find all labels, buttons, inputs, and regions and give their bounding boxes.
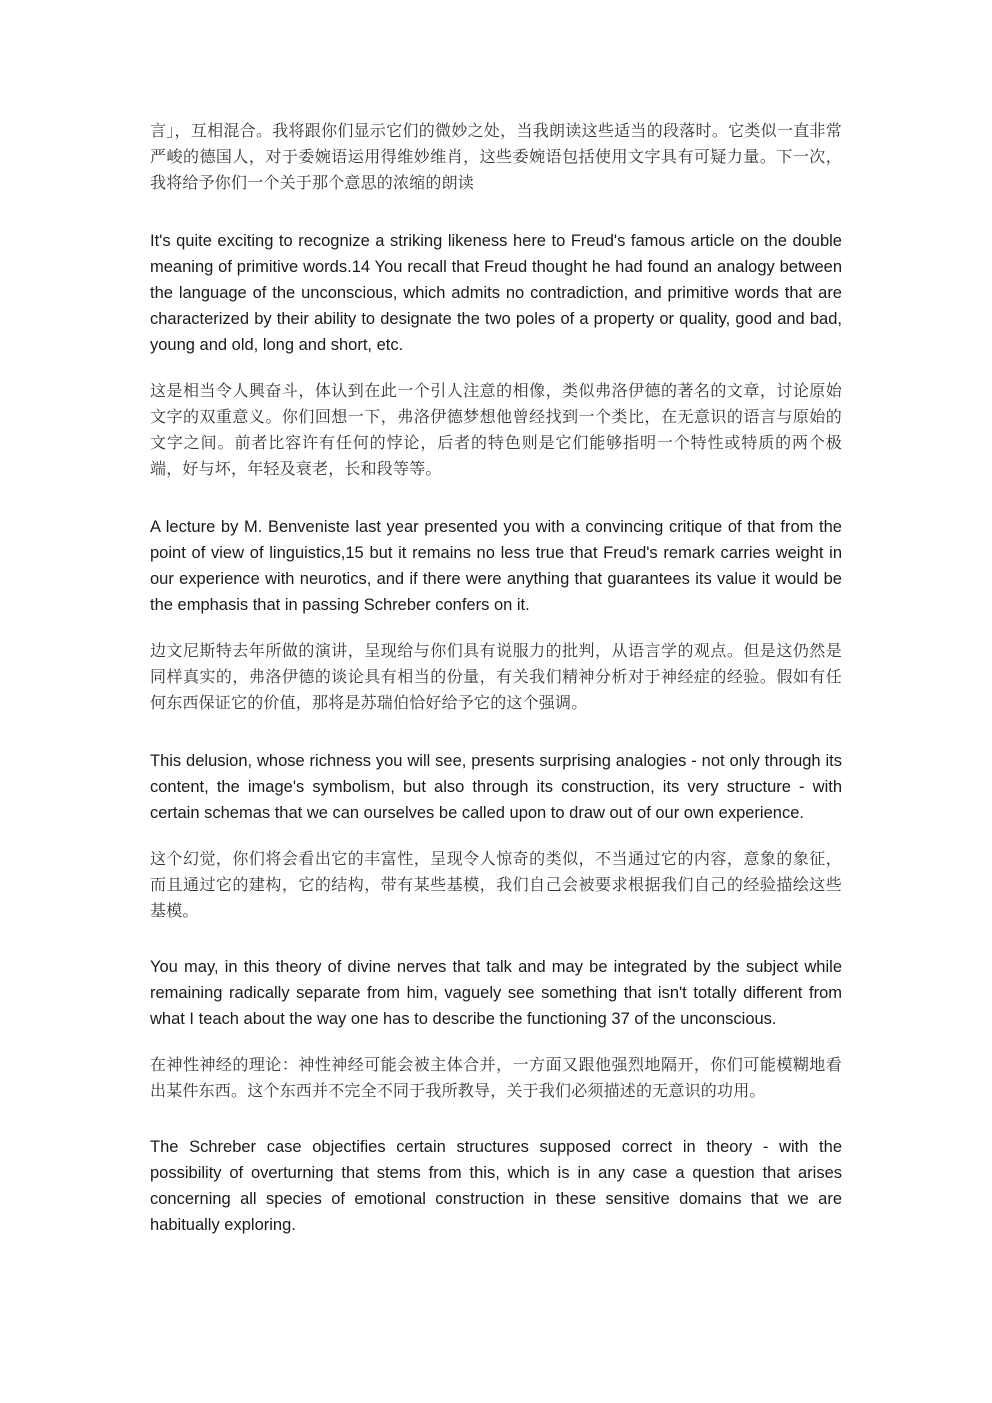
paragraph-chinese-5: 在神性神经的理论：神性神经可能会被主体合并，一方面又跟他强烈地隔开，你们可能模糊地看出某件东西。这个东西并不完全不同于我所教导，关于我们必须描述的无意识的功用。 xyxy=(150,1055,842,1100)
paragraph-english-5: The Schreber case objectifies certain structures supposed correct in theory - with the possibility of overturning that stems from this, which is in any case a question that arises concerning all species of emotional construction in these sensitive domains that we are habitually exploring. xyxy=(150,1138,842,1234)
paragraph-chinese-4: 这个幻觉，你们将会看出它的丰富性，呈现令人惊奇的类似，不当通过它的内容，意象的象征，而且通过它的建构，它的结构，带有某些基模，我们自己会被要求根据我们自己的经验描绘这些基模。 xyxy=(150,849,842,920)
paragraph-english-1: It's quite exciting to recognize a striking likeness here to Freud's famous article on the double meaning of primitive words.14 You recall that Freud thought he had found an analogy between the language of the unconscious, which admits no contradiction, and primitive words that are characterized by their ability to designate the two poles of a property or quality, good and bad, young and old, long and short, etc. xyxy=(150,232,842,354)
paragraph-chinese-3: 边文尼斯特去年所做的演讲，呈现给与你们具有说服力的批判，从语言学的观点。但是这仍然是同样真实的，弗洛伊德的谈论具有相当的份量，有关我们精神分析对于神经症的经验。假如有任何东西保证它的价值，那将是苏瑞伯恰好给予它的这个强调。 xyxy=(150,641,842,712)
paragraph-english-3: This delusion, whose richness you will see, presents surprising analogies - not only through its content, the image's symbolism, but also through its construction, its very structure - with certain schemas that we can ourselves be called upon to draw out of our own experience. xyxy=(150,752,842,822)
document-page xyxy=(150,118,842,1238)
paragraph-chinese-2: 这是相当令人興奋斗，体认到在此一个引人注意的相像，类似弗洛伊德的著名的文章，讨论原始文字的双重意义。你们回想一下，弗洛伊德梦想他曾经找到一个类比，在无意识的语言与原始的文字之间。前者比容许有任何的悖论，后者的特色则是它们能够指明一个特性或特质的两个极端，好与坏，年轻及衰老，长和段等等。 xyxy=(150,381,842,478)
paragraph-chinese-1: 言」，互相混合。我将跟你们显示它们的微妙之处，当我朗读这些适当的段落时。它类似一直非常严峻的德国人，对于委婉语运用得维妙维肖，这些委婉语包括使用文字具有可疑力量。下一次，我将给予你们一个关于那个意思的浓缩的朗读 xyxy=(150,121,842,192)
paragraph-english-4: You may, in this theory of divine nerves that talk and may be integrated by the subject while remaining radically separate from him, vaguely see something that isn't totally different from what I teach about the way one has to describe the functioning 37 of the unconscious. xyxy=(150,958,842,1028)
paragraph-english-2: A lecture by M. Benveniste last year presented you with a convincing critique of that from the point of view of linguistics,15 but it remains no less true that Freud's remark carries weight in our experience with neurotics, and if there were anything that guarantees its value it would be the emphasis that in passing Schreber confers on it. xyxy=(150,518,842,614)
